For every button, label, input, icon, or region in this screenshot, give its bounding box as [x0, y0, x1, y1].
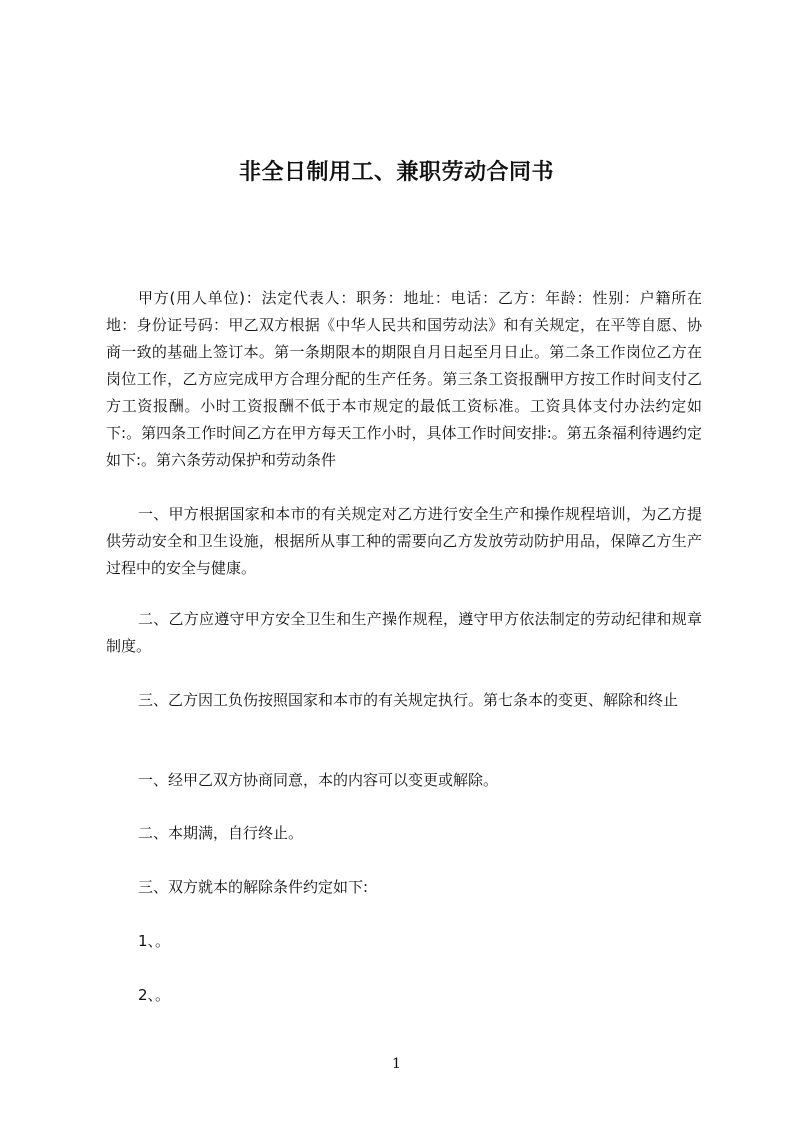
list-item-condition-1: 1、。 — [138, 932, 171, 950]
page-number: 1 — [392, 1056, 401, 1072]
clause-termination-conditions: 三、双方就本的解除条件约定如下: — [138, 878, 369, 896]
paragraph-rules-compliance: 二、乙方应遵守甲方安全卫生和生产操作规程，遵守甲方依法制定的劳动纪律和规章制度。 — [106, 610, 702, 655]
paragraph-parties-and-terms: 甲方(用人单位)：法定代表人：职务：地址：电话：乙方：年龄：性别：户籍所在地：身份证号码：甲乙双方根据《中华人民共和国劳动法》和有关规定，在平等自愿、协商一致的基础上签订本。第一条期限本的期限自月日起至月日止。第二条工作岗位乙方在岗位工作，乙方应完成甲方合理分配的生产任务。第三条工资报酬甲方按工作时间支付乙方工资报酬。小时工资报酬不低于本市规定的最低工资标准。工资具体支付办法约定如下:。第四条工作时间乙方在甲方每天工作小时，具体工作时间安排:。第五条福利待遇约定如下:。第六条劳动保护和劳动条件 — [106, 289, 702, 469]
clause-mutual-change: 一、经甲乙双方协商同意，本的内容可以变更或解除。 — [138, 771, 499, 789]
paragraph-work-injury: 三、乙方因工负伤按照国家和本市的有关规定执行。第七条本的变更、解除和终止 — [138, 691, 679, 709]
clause-expiry: 二、本期满，自行终止。 — [138, 824, 304, 842]
document-title: 非全日制用工、兼职劳动合同书 — [238, 159, 554, 185]
list-item-condition-2: 2、。 — [138, 986, 171, 1004]
paragraph-safety-training: 一、甲方根据国家和本市的有关规定对乙方进行安全生产和操作规程培训，为乙方提供劳动安全和卫生设施，根据所从事工种的需要向乙方发放劳动防护用品，保障乙方生产过程中的安全与健康。 — [106, 505, 702, 577]
